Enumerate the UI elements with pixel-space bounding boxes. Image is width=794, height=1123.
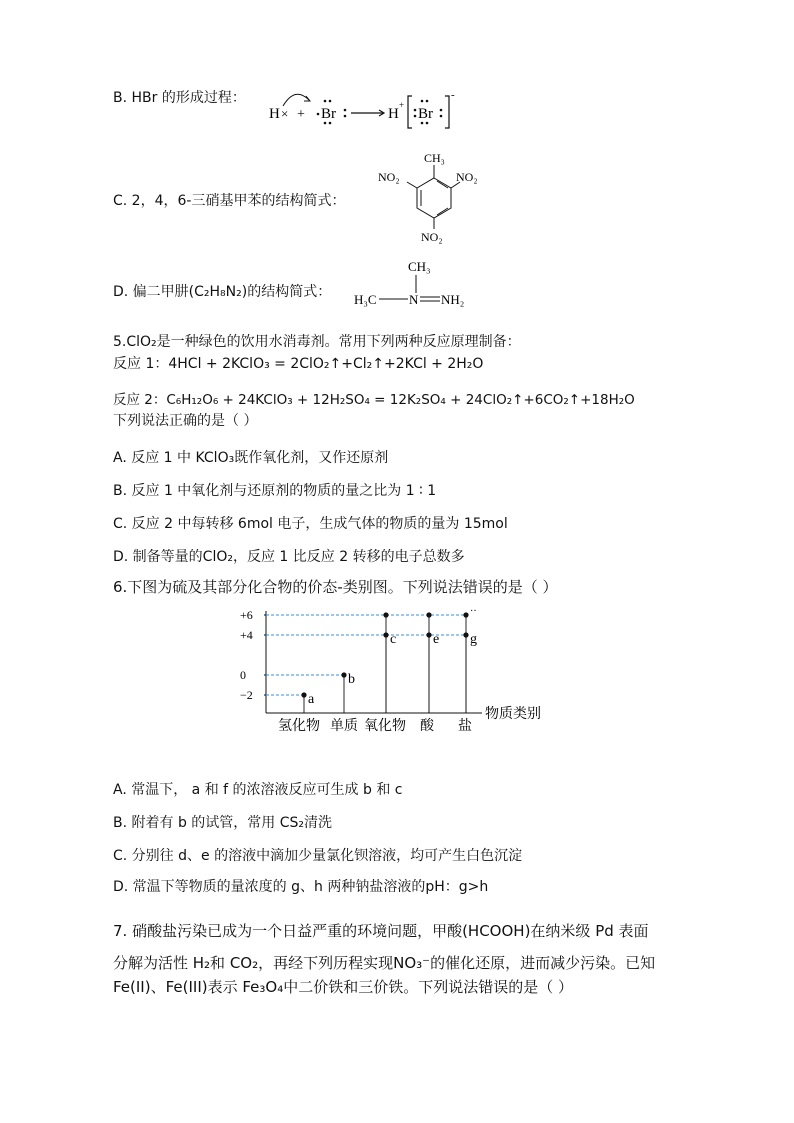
chart-point-label: c [390, 632, 397, 647]
chart-xtick: 氧化物 [364, 719, 406, 734]
svg-text:-: - [451, 89, 455, 101]
q5-stem: 5.ClO₂是一种绿色的饮用水消毒剂。常用下列两种反应原理制备： [113, 334, 521, 350]
q5-option-a: A. 反应 1 中 KClO₃既作氧化剂，又作还原剂 [113, 450, 389, 466]
chart-xtick: 氢化物 [278, 719, 320, 734]
svg-text:+: + [297, 107, 305, 122]
chart-point-label: b [348, 672, 355, 687]
chart-xtick: 单质 [330, 719, 358, 734]
chart-point-label: a [308, 692, 315, 707]
svg-text:+: + [399, 100, 405, 110]
svg-text:×: × [281, 106, 289, 121]
svg-text:NH₂: NH₂ [441, 292, 465, 307]
q5-reaction-1: 反应 1：4HCl + 2KClO₃ = 2ClO₂↑+Cl₂↑+2KCl + 2H₂O [113, 356, 484, 372]
tnt-no2-left: NO₂ [378, 170, 400, 184]
chart-point [463, 632, 468, 637]
chart-point [426, 632, 431, 637]
svg-text:Br: Br [418, 106, 433, 122]
q5-reaction-2: 反应 2：C₆H₁₂O₆ + 24KClO₃ + 12H₂SO₄ = 12K₂SO₄ + 24ClO₂↑+6CO₂↑+18H₂O [113, 392, 635, 408]
tnt-no2-bottom: NO₂ [421, 230, 443, 244]
svg-text:N: N [409, 292, 419, 307]
udmh-ch3-top: CH₃ [408, 259, 431, 274]
q5-option-d: D. 制备等量的ClO₂，反应 1 比反应 2 转移的电子总数多 [113, 549, 465, 565]
q4-option-b: B. HBr 的形成过程： [113, 90, 246, 106]
chart-point [301, 692, 306, 697]
q7-line-2: 分解为活性 H₂和 CO₂，再经下列历程实现NO₃⁻的催化还原，进而减少污染。已知 [113, 954, 656, 972]
tnt-ch3: CH₃ [424, 151, 445, 165]
chart-point [426, 612, 431, 617]
chart-point [383, 612, 388, 617]
chart-xtick: 盐 [458, 719, 472, 734]
q7-line-3: Fe(II)、Fe(III)表示 Fe₃O₄中二价铁和三价铁。下列说法错误的是（ ） [113, 978, 574, 996]
tnt-structure [374, 145, 494, 247]
chart-ytick: +4 [240, 628, 253, 642]
q5-option-b: B. 反应 1 中氧化剂与还原剂的物质的量之比为 1 ∶ 1 [113, 483, 437, 499]
chart-xlabel: 物质类别 [485, 707, 541, 722]
udmh-structure [352, 256, 482, 314]
chart-ellipsis: ·· [470, 606, 477, 617]
chart-ytick: 0 [240, 668, 246, 682]
chart-point-label: e [433, 632, 440, 647]
q5-option-c: C. 反应 2 中每转移 6mol 电子，生成气体的物质的量为 15mol [113, 516, 508, 532]
q6-option-a: A. 常温下， a 和 f 的浓溶液反应可生成 b 和 c [113, 782, 403, 798]
chart-ytick: −2 [240, 688, 253, 702]
hbr-h-atom: H [269, 106, 280, 122]
q4-option-d: D. 偏二甲肼(C₂H₈N₂)的结构简式： [113, 284, 332, 300]
q6-stem: 6.下图为硫及其部分化合物的价态-类别图。下列说法错误的是（ ） [113, 578, 558, 596]
svg-text:H: H [388, 106, 399, 122]
q7-line-1: 7. 硝酸盐污染已成为一个日益严重的环境问题，甲酸(HCOOH)在纳米级 Pd 表面 [113, 922, 649, 940]
q5-question: 下列说法正确的是（ ） [113, 413, 258, 429]
chart-point-label: g [470, 632, 477, 647]
chart-point [463, 612, 468, 617]
chart-xtick: 酸 [420, 719, 434, 734]
tnt-no2-right: NO₂ [456, 170, 478, 184]
valence-category-chart [236, 603, 566, 738]
q6-option-d: D. 常温下等物质的量浓度的 g、h 两种钠盐溶液的pH：g>h [113, 879, 489, 895]
hbr-br-atom: Br [321, 106, 336, 122]
chart-point [341, 672, 346, 677]
q6-option-c: C. 分别往 d、e 的溶液中滴加少量氯化钡溶液，均可产生白色沉淀 [113, 848, 523, 864]
udmh-h3c: H₃C [354, 292, 377, 307]
q6-option-b: B. 附着有 b 的试管，常用 CS₂清洗 [113, 815, 333, 831]
chart-point [383, 632, 388, 637]
q4-option-c: C. 2，4，6-三硝基甲苯的结构简式： [113, 193, 346, 209]
hbr-formation-diagram [265, 84, 465, 134]
chart-ytick: +6 [240, 608, 253, 622]
